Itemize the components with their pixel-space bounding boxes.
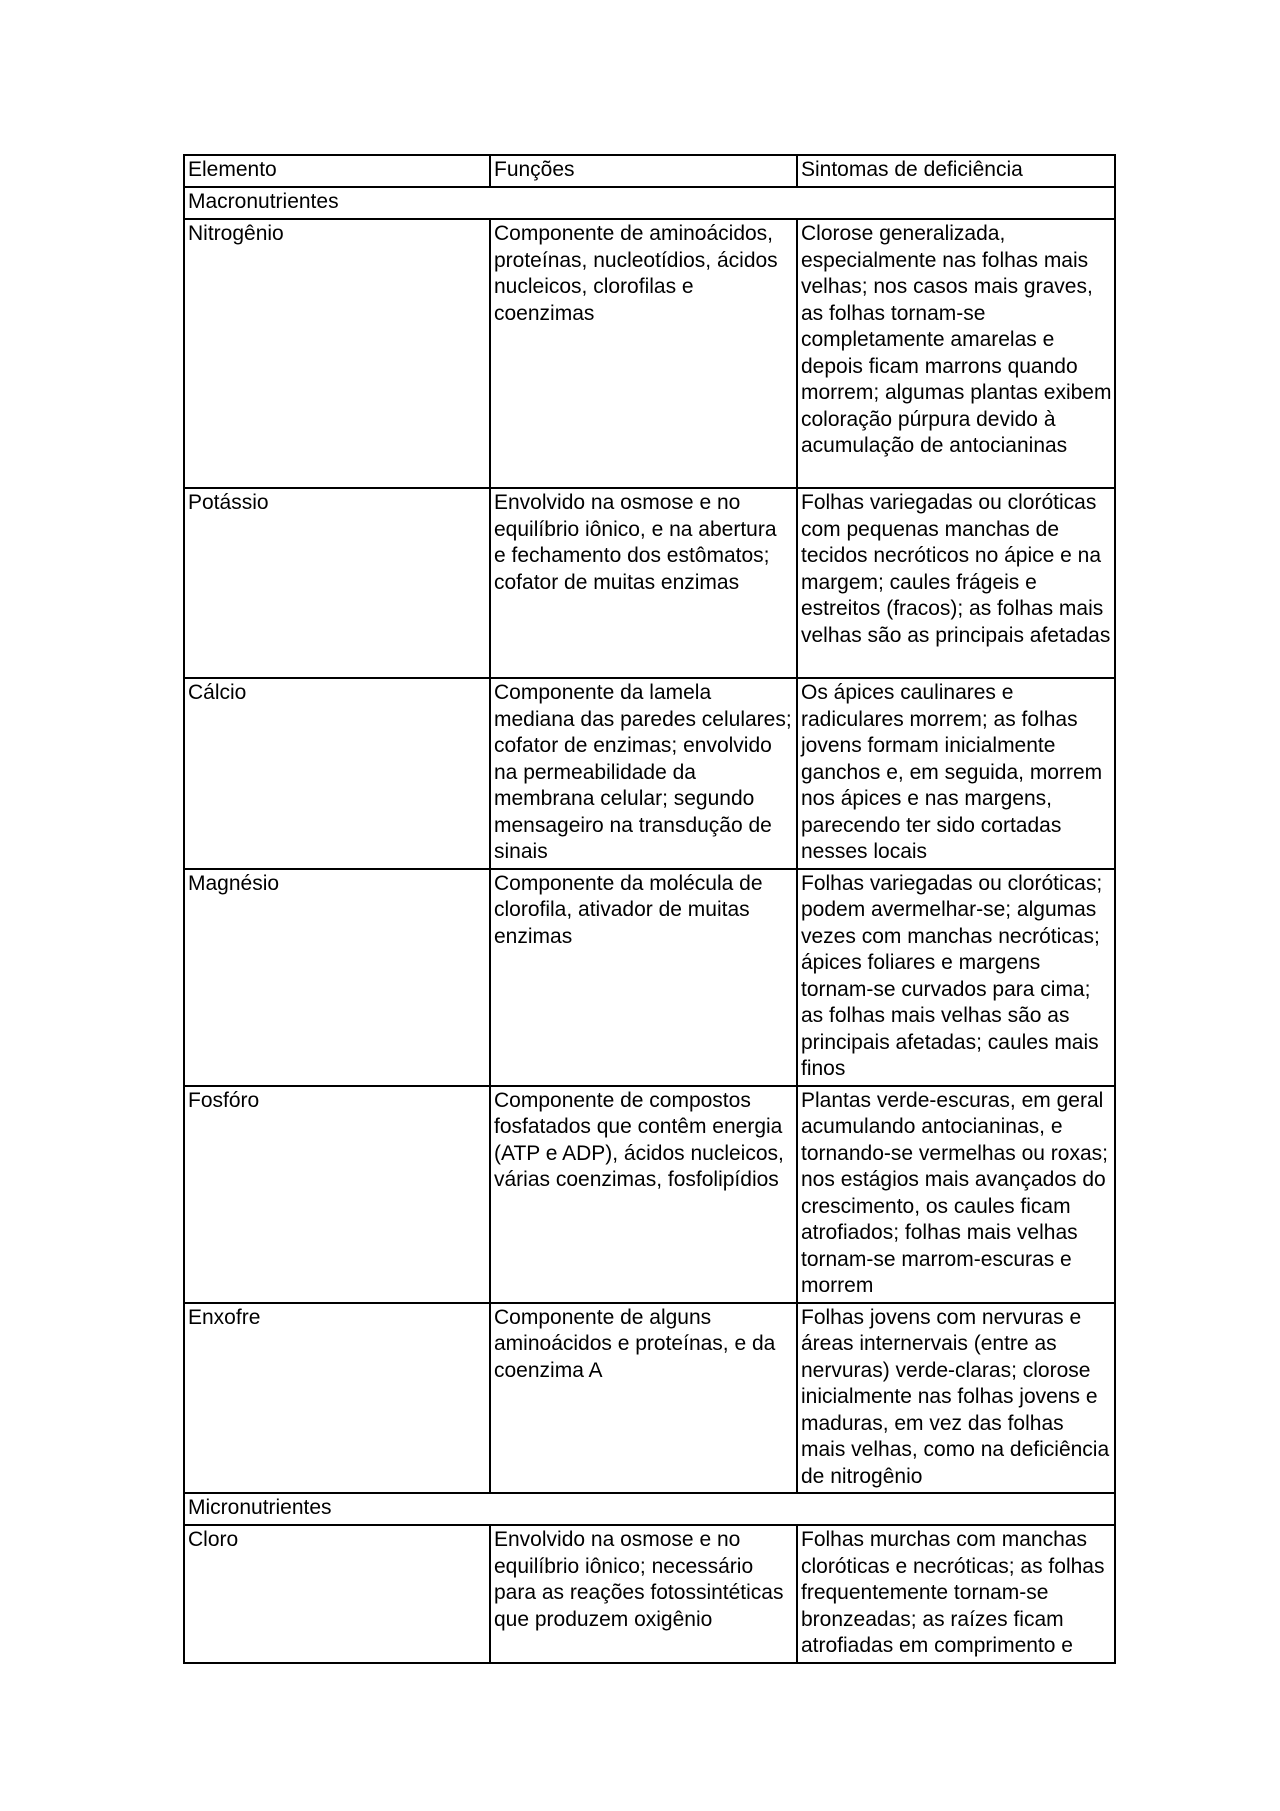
micronutrients-group-row bbox=[184, 1493, 1115, 1525]
table-row bbox=[184, 678, 1115, 869]
cell-functions: Componente da lamela mediana das paredes celulares; cofator de enzimas; envolvido na permeabilidade da membrana celular; segundo mensageiro na transdução de sinais bbox=[490, 678, 797, 869]
cell-symptoms: Folhas variegadas ou cloróticas com pequenas manchas de tecidos necróticos no ápice e na margem; caules frágeis e estreitos (fracos); as folhas mais velhas são as principais afetadas bbox=[797, 488, 1115, 678]
group-label-macronutrients: Macronutrientes bbox=[184, 187, 1115, 219]
cell-element: Magnésio bbox=[184, 869, 490, 1086]
header-symptoms: Sintomas de deficiência bbox=[797, 155, 1115, 187]
cell-symptoms: Plantas verde-escuras, em geral acumulando antocianinas, e tornando-se vermelhas ou roxas; nos estágios mais avançados do crescimento, os caules ficam atrofiados; folhas mais velhas tornam-se marrom-escuras e morrem bbox=[797, 1086, 1115, 1303]
cell-element: Cálcio bbox=[184, 678, 490, 869]
cell-functions: Envolvido na osmose e no equilíbrio iônico, e na abertura e fechamento dos estômatos; cofator de muitas enzimas bbox=[490, 488, 797, 678]
cell-element: Potássio bbox=[184, 488, 490, 678]
table-row bbox=[184, 1525, 1115, 1663]
table-row bbox=[184, 219, 1115, 488]
header-functions: Funções bbox=[490, 155, 797, 187]
table-row bbox=[184, 869, 1115, 1086]
table-header-row bbox=[184, 155, 1115, 187]
group-label-micronutrients: Micronutrientes bbox=[184, 1493, 1115, 1525]
cell-symptoms: Folhas murchas com manchas cloróticas e necróticas; as folhas frequentemente tornam-se bronzeadas; as raízes ficam atrofiadas em comprimento e bbox=[797, 1525, 1115, 1663]
cell-symptoms: Folhas variegadas ou cloróticas; podem avermelhar-se; algumas vezes com manchas necróticas; ápices foliares e margens tornam-se curvados para cima; as folhas mais velhas são as principais afetadas; caules mais finos bbox=[797, 869, 1115, 1086]
nutrient-deficiency-table bbox=[183, 154, 1116, 1664]
cell-symptoms: Folhas jovens com nervuras e áreas internervais (entre as nervuras) verde-claras; clorose inicialmente nas folhas jovens e maduras, em vez das folhas mais velhas, como na deficiência de nitrogênio bbox=[797, 1303, 1115, 1494]
table-row bbox=[184, 1086, 1115, 1303]
cell-functions: Envolvido na osmose e no equilíbrio iônico; necessário para as reações fotossintéticas que produzem oxigênio bbox=[490, 1525, 797, 1663]
cell-element: Fosfóro bbox=[184, 1086, 490, 1303]
cell-functions: Componente de alguns aminoácidos e proteínas, e da coenzima A bbox=[490, 1303, 797, 1494]
cell-symptoms: Clorose generalizada, especialmente nas folhas mais velhas; nos casos mais graves, as folhas tornam-se completamente amarelas e depois ficam marrons quando morrem; algumas plantas exibem coloração púrpura devido à acumulação de antocianinas bbox=[797, 219, 1115, 488]
cell-element: Nitrogênio bbox=[184, 219, 490, 488]
table-row bbox=[184, 1303, 1115, 1494]
table-row bbox=[184, 488, 1115, 678]
cell-element: Cloro bbox=[184, 1525, 490, 1663]
macronutrients-group-row bbox=[184, 187, 1115, 219]
header-element: Elemento bbox=[184, 155, 490, 187]
cell-element: Enxofre bbox=[184, 1303, 490, 1494]
cell-functions: Componente de compostos fosfatados que contêm energia (ATP e ADP), ácidos nucleicos, várias coenzimas, fosfolipídios bbox=[490, 1086, 797, 1303]
cell-functions: Componente da molécula de clorofila, ativador de muitas enzimas bbox=[490, 869, 797, 1086]
cell-functions: Componente de aminoácidos, proteínas, nucleotídios, ácidos nucleicos, clorofilas e coenzimas bbox=[490, 219, 797, 488]
cell-symptoms: Os ápices caulinares e radiculares morrem; as folhas jovens formam inicialmente ganchos e, em seguida, morrem nos ápices e nas margens, parecendo ter sido cortadas nesses locais bbox=[797, 678, 1115, 869]
